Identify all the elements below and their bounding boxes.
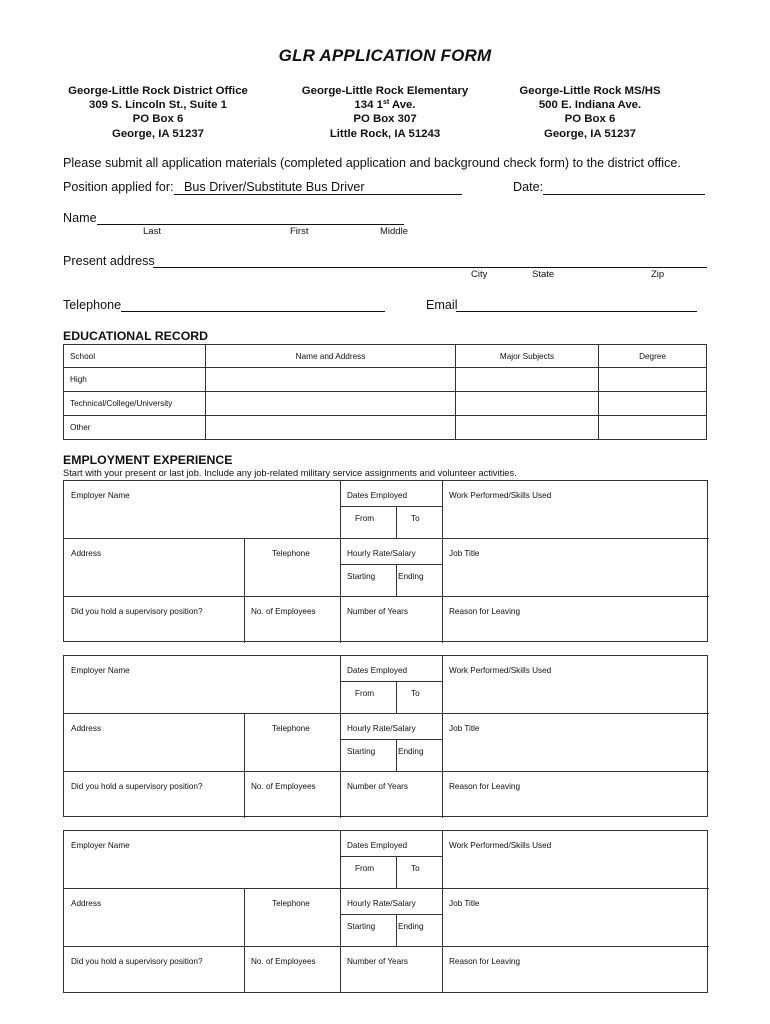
table-divider — [64, 713, 709, 714]
education-col-major: Major Subjects — [456, 345, 599, 368]
employment-block-3 — [63, 830, 708, 993]
supervisory-label: Did you hold a supervisory position? — [71, 782, 203, 791]
supervisory-label: Did you hold a supervisory position? — [71, 607, 203, 616]
office-po: PO Box 307 — [353, 113, 417, 126]
table-divider — [396, 914, 397, 946]
address-field[interactable] — [153, 267, 707, 268]
to-label: To — [411, 514, 420, 523]
name-field[interactable] — [97, 224, 404, 225]
employment-heading: EMPLOYMENT EXPERIENCE — [63, 453, 233, 467]
dates-employed-label: Dates Employed — [347, 666, 408, 675]
table-divider — [64, 596, 709, 597]
ending-label: Ending — [398, 922, 424, 931]
table-divider — [340, 564, 442, 565]
num-years-label: Number of Years — [347, 607, 408, 616]
telephone-label: Telephone — [272, 549, 310, 558]
name-last-sublabel: Last — [143, 226, 161, 237]
starting-label: Starting — [347, 922, 376, 931]
reason-leaving-label: Reason for Leaving — [449, 607, 521, 616]
employment-subheading: Start with your present or last job. Include any job-related military service assignments and volunteer activities. — [63, 468, 517, 478]
from-label: From — [355, 514, 375, 523]
email-label: Email — [426, 298, 458, 312]
to-label: To — [411, 864, 420, 873]
address-zip-sublabel: Zip — [651, 269, 665, 280]
from-label: From — [355, 864, 375, 873]
work-performed-label: Work Performed/Skills Used — [449, 666, 552, 675]
office-city: George, IA 51237 — [111, 127, 204, 140]
education-table — [63, 344, 707, 440]
table-divider — [396, 681, 397, 713]
education-heading: EDUCATIONAL RECORD — [63, 329, 209, 343]
date-field[interactable] — [543, 194, 705, 195]
telephone-field[interactable] — [121, 311, 385, 312]
hourly-rate-label: Hourly Rate/Salary — [347, 899, 416, 908]
job-title-label: Job Title — [449, 724, 480, 733]
reason-leaving-label: Reason for Leaving — [449, 782, 521, 791]
address-label: Address — [71, 724, 102, 733]
office-name: George-Little Rock Elementary — [301, 85, 469, 97]
employment-block-1 — [63, 480, 708, 642]
date-label: Date: — [513, 180, 544, 194]
table-row — [64, 416, 707, 440]
table-divider — [244, 538, 245, 643]
education-cell[interactable] — [206, 392, 456, 416]
starting-label: Starting — [347, 747, 376, 756]
table-divider — [340, 681, 442, 682]
num-years-label: Number of Years — [347, 957, 408, 966]
table-divider — [64, 771, 709, 772]
education-cell[interactable] — [456, 416, 599, 440]
table-divider — [442, 656, 443, 818]
education-cell[interactable] — [599, 392, 707, 416]
table-divider — [244, 713, 245, 818]
table-divider — [64, 946, 709, 947]
address-city-sublabel: City — [471, 269, 488, 280]
position-field[interactable] — [174, 194, 462, 195]
telephone-label: Telephone — [272, 724, 310, 733]
office-city: Little Rock, IA 51243 — [329, 127, 441, 140]
office-elementary — [285, 84, 485, 141]
supervisory-label: Did you hold a supervisory position? — [71, 957, 203, 966]
office-po: PO Box 6 — [564, 113, 616, 126]
table-row — [64, 392, 707, 416]
table-divider — [64, 888, 709, 889]
job-title-label: Job Title — [449, 899, 480, 908]
education-header-row — [64, 345, 707, 368]
office-street: 134 1st Ave. — [354, 99, 416, 112]
table-divider — [442, 831, 443, 993]
num-employees-label: No. of Employees — [251, 607, 316, 616]
education-row-college: Technical/College/University — [64, 392, 206, 416]
form-title: GLR APPLICATION FORM — [278, 46, 492, 65]
address-label: Address — [71, 899, 102, 908]
num-employees-label: No. of Employees — [251, 782, 316, 791]
employer-name-label: Employer Name — [71, 841, 130, 850]
table-divider — [340, 506, 442, 507]
table-divider — [64, 538, 709, 539]
table-divider — [396, 506, 397, 538]
education-col-school: School — [64, 345, 206, 368]
table-divider — [340, 856, 442, 857]
address-label: Address — [71, 549, 102, 558]
work-performed-label: Work Performed/Skills Used — [449, 841, 552, 850]
email-field[interactable] — [456, 311, 697, 312]
office-name: George-Little Rock MS/HS — [519, 85, 661, 97]
work-performed-label: Work Performed/Skills Used — [449, 491, 552, 500]
reason-leaving-label: Reason for Leaving — [449, 957, 521, 966]
office-street: 500 E. Indiana Ave. — [538, 99, 642, 112]
office-mshs — [490, 84, 690, 141]
education-col-degree: Degree — [599, 345, 707, 368]
employer-name-label: Employer Name — [71, 491, 130, 500]
office-district — [58, 84, 258, 141]
table-divider — [396, 564, 397, 596]
ending-label: Ending — [398, 747, 424, 756]
table-divider — [340, 914, 442, 915]
telephone-label: Telephone — [63, 298, 122, 312]
name-label: Name — [63, 211, 97, 225]
education-row-high: High — [64, 368, 206, 392]
hourly-rate-label: Hourly Rate/Salary — [347, 724, 416, 733]
table-divider — [340, 739, 442, 740]
education-cell[interactable] — [206, 368, 456, 392]
education-cell[interactable] — [456, 392, 599, 416]
table-divider — [396, 739, 397, 771]
table-row — [64, 368, 707, 392]
num-years-label: Number of Years — [347, 782, 408, 791]
education-cell[interactable] — [456, 368, 599, 392]
table-divider — [442, 481, 443, 643]
ending-label: Ending — [398, 572, 424, 581]
education-cell[interactable] — [599, 368, 707, 392]
education-col-name-address: Name and Address — [206, 345, 456, 368]
employer-name-label: Employer Name — [71, 666, 130, 675]
dates-employed-label: Dates Employed — [347, 491, 408, 500]
office-name: George-Little Rock District Office — [68, 85, 248, 97]
instructions: Please submit all application materials (completed application and background check form) to the district office. — [63, 156, 681, 170]
position-value: Bus Driver/Substitute Bus Driver — [184, 180, 365, 194]
num-employees-label: No. of Employees — [251, 957, 316, 966]
education-cell[interactable] — [206, 416, 456, 440]
position-label: Position applied for: — [63, 180, 174, 194]
name-first-sublabel: First — [290, 226, 309, 237]
name-middle-sublabel: Middle — [380, 226, 408, 237]
address-state-sublabel: State — [532, 269, 555, 280]
telephone-label: Telephone — [272, 899, 310, 908]
table-divider — [396, 856, 397, 888]
education-cell[interactable] — [599, 416, 707, 440]
starting-label: Starting — [347, 572, 376, 581]
job-title-label: Job Title — [449, 549, 480, 558]
office-city: George, IA 51237 — [543, 127, 636, 140]
from-label: From — [355, 689, 375, 698]
education-row-other: Other — [64, 416, 206, 440]
dates-employed-label: Dates Employed — [347, 841, 408, 850]
hourly-rate-label: Hourly Rate/Salary — [347, 549, 416, 558]
address-label: Present address — [63, 254, 155, 268]
office-street: 309 S. Lincoln St., Suite 1 — [89, 99, 227, 112]
table-divider — [244, 888, 245, 993]
office-po: PO Box 6 — [132, 113, 184, 126]
to-label: To — [411, 689, 420, 698]
employment-block-2 — [63, 655, 708, 817]
